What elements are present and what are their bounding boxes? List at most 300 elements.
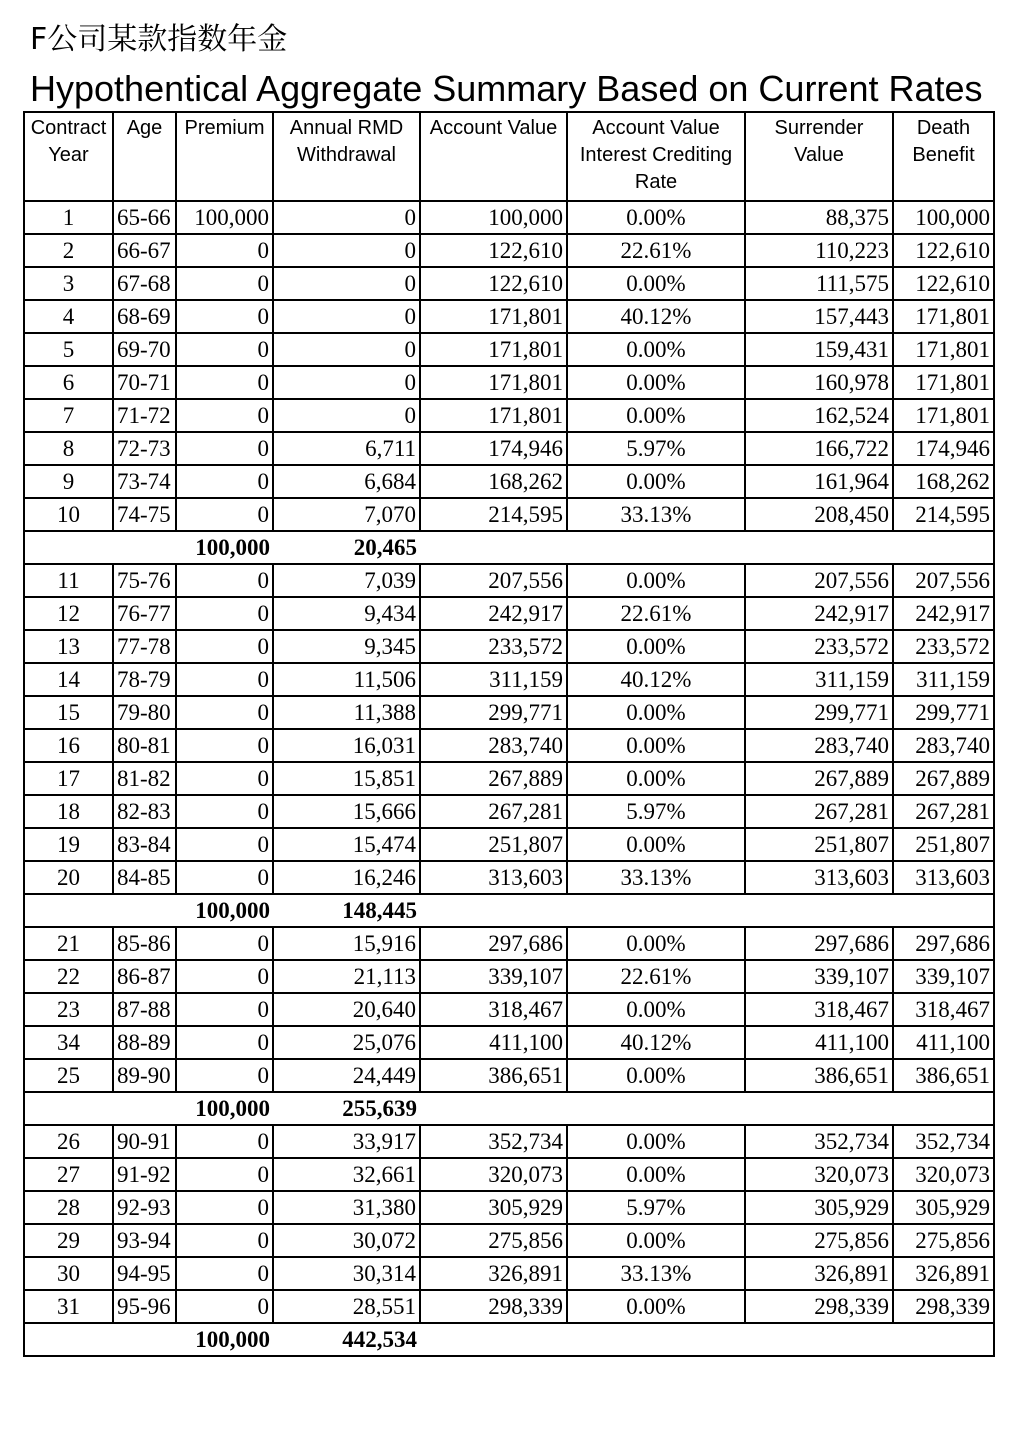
table-row xyxy=(24,861,994,894)
cell-contract-year: 21 xyxy=(24,927,113,960)
table-row xyxy=(24,1125,994,1158)
cell-interest-rate: 0.00% xyxy=(567,1224,745,1257)
subtotal-empty-cell xyxy=(745,1323,893,1356)
cell-age: 76-77 xyxy=(113,597,176,630)
cell-surrender-value: 320,073 xyxy=(745,1158,893,1191)
table-row xyxy=(24,201,994,234)
subtotal-empty-cell xyxy=(420,894,567,927)
cell-interest-rate: 0.00% xyxy=(567,399,745,432)
cell-contract-year: 11 xyxy=(24,564,113,597)
cell-interest-rate: 5.97% xyxy=(567,1191,745,1224)
cell-surrender-value: 313,603 xyxy=(745,861,893,894)
cell-rmd-withdrawal: 15,474 xyxy=(273,828,420,861)
cell-rmd-withdrawal: 21,113 xyxy=(273,960,420,993)
cell-contract-year: 16 xyxy=(24,729,113,762)
cell-age: 85-86 xyxy=(113,927,176,960)
cell-rmd-withdrawal: 9,345 xyxy=(273,630,420,663)
cell-age: 78-79 xyxy=(113,663,176,696)
header-account-value: Account Value xyxy=(420,112,567,201)
cell-surrender-value: 242,917 xyxy=(745,597,893,630)
cell-contract-year: 7 xyxy=(24,399,113,432)
cell-account-value: 386,651 xyxy=(420,1059,567,1092)
cell-age: 65-66 xyxy=(113,201,176,234)
cell-surrender-value: 157,443 xyxy=(745,300,893,333)
cell-age: 88-89 xyxy=(113,1026,176,1059)
header-age: Age xyxy=(113,112,176,201)
cell-interest-rate: 0.00% xyxy=(567,366,745,399)
table-row xyxy=(24,234,994,267)
cell-premium: 0 xyxy=(176,828,273,861)
cell-death-benefit: 171,801 xyxy=(893,300,994,333)
cell-interest-rate: 33.13% xyxy=(567,1257,745,1290)
cell-age: 95-96 xyxy=(113,1290,176,1323)
cell-account-value: 171,801 xyxy=(420,399,567,432)
cell-contract-year: 25 xyxy=(24,1059,113,1092)
cell-death-benefit: 297,686 xyxy=(893,927,994,960)
cell-rmd-withdrawal: 33,917 xyxy=(273,1125,420,1158)
cell-interest-rate: 0.00% xyxy=(567,993,745,1026)
subtotal-empty-cell xyxy=(113,1092,176,1125)
cell-age: 81-82 xyxy=(113,762,176,795)
cell-age: 84-85 xyxy=(113,861,176,894)
table-row xyxy=(24,267,994,300)
table-row xyxy=(24,663,994,696)
cell-death-benefit: 313,603 xyxy=(893,861,994,894)
cell-interest-rate: 40.12% xyxy=(567,300,745,333)
cell-rmd-withdrawal: 7,039 xyxy=(273,564,420,597)
summary-table xyxy=(23,111,995,1357)
cell-premium: 0 xyxy=(176,1257,273,1290)
cell-account-value: 100,000 xyxy=(420,201,567,234)
cell-age: 73-74 xyxy=(113,465,176,498)
cell-account-value: 171,801 xyxy=(420,366,567,399)
cell-rmd-withdrawal: 31,380 xyxy=(273,1191,420,1224)
cell-surrender-value: 411,100 xyxy=(745,1026,893,1059)
cell-death-benefit: 122,610 xyxy=(893,234,994,267)
cell-surrender-value: 267,281 xyxy=(745,795,893,828)
table-row xyxy=(24,366,994,399)
cell-account-value: 318,467 xyxy=(420,993,567,1026)
cell-death-benefit: 320,073 xyxy=(893,1158,994,1191)
subtotal-empty-cell xyxy=(113,1323,176,1356)
cell-interest-rate: 0.00% xyxy=(567,465,745,498)
cell-contract-year: 28 xyxy=(24,1191,113,1224)
cell-interest-rate: 0.00% xyxy=(567,333,745,366)
cell-death-benefit: 251,807 xyxy=(893,828,994,861)
cell-premium: 0 xyxy=(176,498,273,531)
cell-rmd-withdrawal: 0 xyxy=(273,333,420,366)
cell-age: 66-67 xyxy=(113,234,176,267)
cell-age: 67-68 xyxy=(113,267,176,300)
cell-age: 90-91 xyxy=(113,1125,176,1158)
cell-account-value: 339,107 xyxy=(420,960,567,993)
subtotal-empty-cell xyxy=(893,531,994,564)
cell-surrender-value: 208,450 xyxy=(745,498,893,531)
cell-account-value: 283,740 xyxy=(420,729,567,762)
cell-death-benefit: 352,734 xyxy=(893,1125,994,1158)
cell-contract-year: 22 xyxy=(24,960,113,993)
table-row xyxy=(24,333,994,366)
subtotal-empty-cell xyxy=(113,531,176,564)
cell-interest-rate: 22.61% xyxy=(567,597,745,630)
subtotal-empty-cell xyxy=(745,894,893,927)
cell-surrender-value: 352,734 xyxy=(745,1125,893,1158)
table-row xyxy=(24,597,994,630)
subtotal-row xyxy=(24,1323,994,1356)
subtotal-empty-cell xyxy=(113,894,176,927)
cell-death-benefit: 318,467 xyxy=(893,993,994,1026)
cell-contract-year: 20 xyxy=(24,861,113,894)
cell-death-benefit: 386,651 xyxy=(893,1059,994,1092)
cell-account-value: 267,281 xyxy=(420,795,567,828)
cell-premium: 0 xyxy=(176,960,273,993)
cell-rmd-withdrawal: 0 xyxy=(273,267,420,300)
cell-premium: 0 xyxy=(176,300,273,333)
subtotal-premium: 100,000 xyxy=(176,1323,273,1356)
cell-death-benefit: 168,262 xyxy=(893,465,994,498)
table-row xyxy=(24,828,994,861)
cell-contract-year: 17 xyxy=(24,762,113,795)
cell-surrender-value: 160,978 xyxy=(745,366,893,399)
cell-age: 71-72 xyxy=(113,399,176,432)
cell-surrender-value: 283,740 xyxy=(745,729,893,762)
table-row xyxy=(24,1026,994,1059)
cell-age: 77-78 xyxy=(113,630,176,663)
cell-surrender-value: 298,339 xyxy=(745,1290,893,1323)
header-surrender-value: Surrender Value xyxy=(745,112,893,201)
cell-premium: 0 xyxy=(176,432,273,465)
cell-rmd-withdrawal: 0 xyxy=(273,366,420,399)
cell-surrender-value: 267,889 xyxy=(745,762,893,795)
cell-death-benefit: 174,946 xyxy=(893,432,994,465)
cell-interest-rate: 0.00% xyxy=(567,762,745,795)
cell-contract-year: 34 xyxy=(24,1026,113,1059)
cell-interest-rate: 0.00% xyxy=(567,201,745,234)
cell-death-benefit: 171,801 xyxy=(893,366,994,399)
cell-premium: 0 xyxy=(176,1158,273,1191)
cell-age: 80-81 xyxy=(113,729,176,762)
subtotal-empty-cell xyxy=(420,1092,567,1125)
subtotal-premium: 100,000 xyxy=(176,531,273,564)
cell-interest-rate: 0.00% xyxy=(567,1059,745,1092)
cell-contract-year: 6 xyxy=(24,366,113,399)
header-death-benefit: Death Benefit xyxy=(893,112,994,201)
cell-death-benefit: 100,000 xyxy=(893,201,994,234)
cell-account-value: 326,891 xyxy=(420,1257,567,1290)
subtotal-rmd-withdrawal: 148,445 xyxy=(273,894,420,927)
cell-account-value: 122,610 xyxy=(420,267,567,300)
cell-death-benefit: 305,929 xyxy=(893,1191,994,1224)
cell-rmd-withdrawal: 9,434 xyxy=(273,597,420,630)
cell-contract-year: 13 xyxy=(24,630,113,663)
cell-interest-rate: 5.97% xyxy=(567,432,745,465)
cell-premium: 0 xyxy=(176,234,273,267)
cell-surrender-value: 318,467 xyxy=(745,993,893,1026)
cell-premium: 0 xyxy=(176,630,273,663)
cell-surrender-value: 339,107 xyxy=(745,960,893,993)
cell-premium: 0 xyxy=(176,795,273,828)
cell-surrender-value: 386,651 xyxy=(745,1059,893,1092)
subtotal-empty-cell xyxy=(567,1092,745,1125)
cell-account-value: 168,262 xyxy=(420,465,567,498)
cell-age: 94-95 xyxy=(113,1257,176,1290)
table-row xyxy=(24,498,994,531)
cell-rmd-withdrawal: 25,076 xyxy=(273,1026,420,1059)
cell-age: 68-69 xyxy=(113,300,176,333)
cell-premium: 0 xyxy=(176,564,273,597)
cell-interest-rate: 5.97% xyxy=(567,795,745,828)
cell-account-value: 275,856 xyxy=(420,1224,567,1257)
cell-premium: 0 xyxy=(176,399,273,432)
cell-death-benefit: 339,107 xyxy=(893,960,994,993)
header-interest-crediting-rate: Account Value Interest Crediting Rate xyxy=(567,112,745,201)
cell-death-benefit: 311,159 xyxy=(893,663,994,696)
cell-interest-rate: 0.00% xyxy=(567,828,745,861)
cell-account-value: 311,159 xyxy=(420,663,567,696)
table-body xyxy=(24,201,994,1356)
cell-contract-year: 12 xyxy=(24,597,113,630)
cell-account-value: 174,946 xyxy=(420,432,567,465)
table-row xyxy=(24,300,994,333)
cell-interest-rate: 40.12% xyxy=(567,663,745,696)
cell-account-value: 171,801 xyxy=(420,333,567,366)
cell-death-benefit: 411,100 xyxy=(893,1026,994,1059)
cell-age: 82-83 xyxy=(113,795,176,828)
cell-contract-year: 1 xyxy=(24,201,113,234)
cell-contract-year: 3 xyxy=(24,267,113,300)
cell-death-benefit: 267,281 xyxy=(893,795,994,828)
cell-account-value: 320,073 xyxy=(420,1158,567,1191)
table-row xyxy=(24,1059,994,1092)
cell-surrender-value: 110,223 xyxy=(745,234,893,267)
cell-contract-year: 18 xyxy=(24,795,113,828)
cell-rmd-withdrawal: 6,684 xyxy=(273,465,420,498)
cell-contract-year: 4 xyxy=(24,300,113,333)
cell-death-benefit: 275,856 xyxy=(893,1224,994,1257)
cell-premium: 0 xyxy=(176,1059,273,1092)
table-row xyxy=(24,432,994,465)
cell-account-value: 171,801 xyxy=(420,300,567,333)
cell-premium: 0 xyxy=(176,729,273,762)
cell-account-value: 267,889 xyxy=(420,762,567,795)
table-row xyxy=(24,399,994,432)
cell-death-benefit: 242,917 xyxy=(893,597,994,630)
cell-rmd-withdrawal: 0 xyxy=(273,399,420,432)
subtotal-empty-cell xyxy=(24,531,113,564)
table-header xyxy=(24,112,994,201)
cell-rmd-withdrawal: 0 xyxy=(273,234,420,267)
cell-surrender-value: 299,771 xyxy=(745,696,893,729)
subtotal-row xyxy=(24,1092,994,1125)
cell-contract-year: 29 xyxy=(24,1224,113,1257)
table-row xyxy=(24,564,994,597)
cell-contract-year: 8 xyxy=(24,432,113,465)
subtotal-empty-cell xyxy=(567,894,745,927)
cell-age: 93-94 xyxy=(113,1224,176,1257)
cell-contract-year: 23 xyxy=(24,993,113,1026)
cell-rmd-withdrawal: 15,666 xyxy=(273,795,420,828)
cell-premium: 0 xyxy=(176,861,273,894)
cell-rmd-withdrawal: 30,314 xyxy=(273,1257,420,1290)
subtotal-row xyxy=(24,894,994,927)
cell-account-value: 352,734 xyxy=(420,1125,567,1158)
english-title: Hypothentical Aggregate Summary Based on Current Rates xyxy=(30,68,983,109)
table-row xyxy=(24,465,994,498)
cell-death-benefit: 214,595 xyxy=(893,498,994,531)
cell-interest-rate: 22.61% xyxy=(567,960,745,993)
cell-account-value: 411,100 xyxy=(420,1026,567,1059)
subtotal-empty-cell xyxy=(420,531,567,564)
cell-account-value: 122,610 xyxy=(420,234,567,267)
cell-surrender-value: 311,159 xyxy=(745,663,893,696)
cell-surrender-value: 305,929 xyxy=(745,1191,893,1224)
cell-rmd-withdrawal: 15,916 xyxy=(273,927,420,960)
table-row xyxy=(24,795,994,828)
cell-premium: 0 xyxy=(176,663,273,696)
cell-interest-rate: 0.00% xyxy=(567,927,745,960)
subtotal-premium: 100,000 xyxy=(176,1092,273,1125)
cell-death-benefit: 298,339 xyxy=(893,1290,994,1323)
cell-contract-year: 9 xyxy=(24,465,113,498)
cell-rmd-withdrawal: 32,661 xyxy=(273,1158,420,1191)
table-row xyxy=(24,927,994,960)
cell-surrender-value: 166,722 xyxy=(745,432,893,465)
cell-premium: 0 xyxy=(176,465,273,498)
cell-age: 72-73 xyxy=(113,432,176,465)
header-annual-rmd-withdrawal: Annual RMD Withdrawal xyxy=(273,112,420,201)
cell-premium: 100,000 xyxy=(176,201,273,234)
cell-age: 69-70 xyxy=(113,333,176,366)
subtotal-rmd-withdrawal: 442,534 xyxy=(273,1323,420,1356)
cell-interest-rate: 22.61% xyxy=(567,234,745,267)
table-row xyxy=(24,1224,994,1257)
cell-interest-rate: 0.00% xyxy=(567,1125,745,1158)
subtotal-row xyxy=(24,531,994,564)
subtotal-empty-cell xyxy=(24,1323,113,1356)
cell-account-value: 251,807 xyxy=(420,828,567,861)
cell-contract-year: 27 xyxy=(24,1158,113,1191)
cell-rmd-withdrawal: 7,070 xyxy=(273,498,420,531)
cell-rmd-withdrawal: 16,031 xyxy=(273,729,420,762)
cell-death-benefit: 233,572 xyxy=(893,630,994,663)
cell-interest-rate: 0.00% xyxy=(567,729,745,762)
cell-interest-rate: 0.00% xyxy=(567,1158,745,1191)
cell-surrender-value: 233,572 xyxy=(745,630,893,663)
cell-premium: 0 xyxy=(176,762,273,795)
cell-surrender-value: 251,807 xyxy=(745,828,893,861)
table-row xyxy=(24,1257,994,1290)
cell-rmd-withdrawal: 15,851 xyxy=(273,762,420,795)
cell-death-benefit: 283,740 xyxy=(893,729,994,762)
table-row xyxy=(24,960,994,993)
subtotal-empty-cell xyxy=(745,531,893,564)
cell-interest-rate: 0.00% xyxy=(567,1290,745,1323)
cell-death-benefit: 326,891 xyxy=(893,1257,994,1290)
cell-premium: 0 xyxy=(176,1125,273,1158)
cell-surrender-value: 88,375 xyxy=(745,201,893,234)
table-row xyxy=(24,630,994,663)
cell-premium: 0 xyxy=(176,927,273,960)
cell-contract-year: 2 xyxy=(24,234,113,267)
table-row xyxy=(24,1191,994,1224)
cell-account-value: 233,572 xyxy=(420,630,567,663)
table-row xyxy=(24,762,994,795)
cell-age: 91-92 xyxy=(113,1158,176,1191)
cell-surrender-value: 275,856 xyxy=(745,1224,893,1257)
cell-death-benefit: 267,889 xyxy=(893,762,994,795)
header-premium: Premium xyxy=(176,112,273,201)
cell-interest-rate: 33.13% xyxy=(567,498,745,531)
cell-account-value: 207,556 xyxy=(420,564,567,597)
header-contract-year: Contract Year xyxy=(24,112,113,201)
cell-premium: 0 xyxy=(176,1224,273,1257)
cell-premium: 0 xyxy=(176,993,273,1026)
subtotal-empty-cell xyxy=(24,1092,113,1125)
subtotal-premium: 100,000 xyxy=(176,894,273,927)
cell-premium: 0 xyxy=(176,366,273,399)
cell-death-benefit: 171,801 xyxy=(893,399,994,432)
cell-death-benefit: 207,556 xyxy=(893,564,994,597)
cell-contract-year: 14 xyxy=(24,663,113,696)
subtotal-empty-cell xyxy=(567,1323,745,1356)
cell-interest-rate: 40.12% xyxy=(567,1026,745,1059)
cell-death-benefit: 122,610 xyxy=(893,267,994,300)
table-row xyxy=(24,1290,994,1323)
cell-age: 79-80 xyxy=(113,696,176,729)
cell-age: 92-93 xyxy=(113,1191,176,1224)
cell-contract-year: 26 xyxy=(24,1125,113,1158)
cell-age: 86-87 xyxy=(113,960,176,993)
subtotal-rmd-withdrawal: 20,465 xyxy=(273,531,420,564)
cell-age: 70-71 xyxy=(113,366,176,399)
cell-rmd-withdrawal: 16,246 xyxy=(273,861,420,894)
cell-premium: 0 xyxy=(176,1026,273,1059)
cell-account-value: 298,339 xyxy=(420,1290,567,1323)
cell-account-value: 313,603 xyxy=(420,861,567,894)
cell-age: 75-76 xyxy=(113,564,176,597)
cell-rmd-withdrawal: 0 xyxy=(273,300,420,333)
cell-account-value: 299,771 xyxy=(420,696,567,729)
cell-surrender-value: 297,686 xyxy=(745,927,893,960)
subtotal-empty-cell xyxy=(745,1092,893,1125)
cell-contract-year: 15 xyxy=(24,696,113,729)
cell-interest-rate: 0.00% xyxy=(567,267,745,300)
cell-rmd-withdrawal: 6,711 xyxy=(273,432,420,465)
cell-age: 83-84 xyxy=(113,828,176,861)
chinese-title: F公司某款指数年金 xyxy=(30,22,288,57)
cell-surrender-value: 326,891 xyxy=(745,1257,893,1290)
cell-surrender-value: 207,556 xyxy=(745,564,893,597)
cell-age: 89-90 xyxy=(113,1059,176,1092)
cell-death-benefit: 299,771 xyxy=(893,696,994,729)
cell-rmd-withdrawal: 24,449 xyxy=(273,1059,420,1092)
cell-contract-year: 5 xyxy=(24,333,113,366)
cell-rmd-withdrawal: 28,551 xyxy=(273,1290,420,1323)
cell-account-value: 214,595 xyxy=(420,498,567,531)
cell-account-value: 297,686 xyxy=(420,927,567,960)
cell-rmd-withdrawal: 30,072 xyxy=(273,1224,420,1257)
cell-rmd-withdrawal: 11,506 xyxy=(273,663,420,696)
cell-contract-year: 31 xyxy=(24,1290,113,1323)
cell-rmd-withdrawal: 0 xyxy=(273,201,420,234)
table-row xyxy=(24,1158,994,1191)
cell-rmd-withdrawal: 11,388 xyxy=(273,696,420,729)
cell-premium: 0 xyxy=(176,267,273,300)
cell-account-value: 305,929 xyxy=(420,1191,567,1224)
cell-premium: 0 xyxy=(176,696,273,729)
subtotal-rmd-withdrawal: 255,639 xyxy=(273,1092,420,1125)
cell-interest-rate: 0.00% xyxy=(567,696,745,729)
